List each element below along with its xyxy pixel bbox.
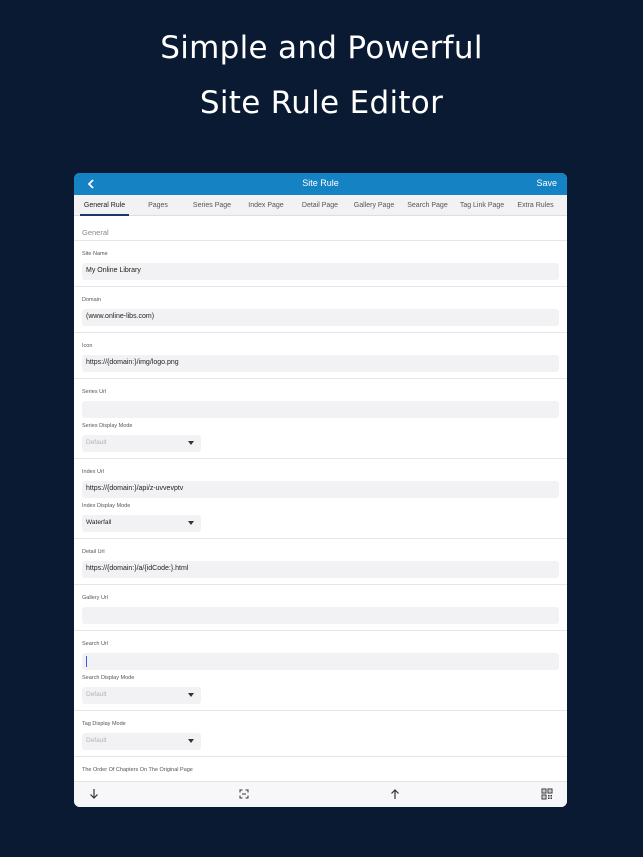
chapter-order-label: The Order Of Chapters On The Original Page xyxy=(82,767,193,773)
tab-bar xyxy=(74,195,567,216)
search-display-mode-value: Default xyxy=(86,691,107,698)
tab-gallery-page[interactable]: Gallery Page xyxy=(353,202,395,209)
scan-frame-icon xyxy=(237,787,251,801)
index-url-field[interactable] xyxy=(82,481,559,498)
form-content xyxy=(74,216,567,781)
divider xyxy=(74,458,567,459)
gallery-url-label: Gallery Url xyxy=(82,595,108,601)
index-url-value: https://{domain:}/api/z-uvvevptv xyxy=(86,485,184,492)
divider xyxy=(74,538,567,539)
tab-series-page[interactable]: Series Page xyxy=(192,202,232,209)
divider xyxy=(74,584,567,585)
site-name-field[interactable] xyxy=(82,263,559,280)
tab-tag-link-page[interactable]: Tag Link Page xyxy=(459,202,505,209)
site-name-label: Site Name xyxy=(82,251,108,257)
tab-detail-page[interactable]: Detail Page xyxy=(301,202,339,209)
headline-line-2: Site Rule Editor xyxy=(199,85,444,121)
domain-field[interactable] xyxy=(82,309,559,326)
navigation-bar xyxy=(74,173,567,195)
qr-code-icon xyxy=(540,787,554,801)
scroll-up-button[interactable] xyxy=(388,787,402,801)
divider xyxy=(74,378,567,379)
qr-code-button[interactable] xyxy=(540,787,554,801)
arrow-down-icon xyxy=(87,787,101,801)
series-url-field[interactable] xyxy=(82,401,559,418)
page-title: Site Rule xyxy=(302,178,339,188)
search-display-mode-select[interactable] xyxy=(82,687,201,704)
tab-extra-rules[interactable]: Extra Rules xyxy=(517,202,554,209)
chevron-down-icon xyxy=(188,739,194,743)
tab-search-page[interactable]: Search Page xyxy=(407,202,448,209)
gallery-url-field[interactable] xyxy=(82,607,559,624)
divider xyxy=(74,710,567,711)
search-url-label: Search Url xyxy=(82,641,108,647)
icon-label: Icon xyxy=(82,343,93,349)
domain-value: (www.online-libs.com) xyxy=(86,313,155,320)
bottom-toolbar xyxy=(74,781,567,807)
chevron-down-icon xyxy=(188,441,194,445)
tag-display-mode-select[interactable] xyxy=(82,733,201,750)
back-button[interactable] xyxy=(84,176,98,192)
save-button[interactable]: Save xyxy=(536,178,557,188)
headline-line-1: Simple and Powerful xyxy=(160,30,483,66)
icon-url-field[interactable] xyxy=(82,355,559,372)
index-url-label: Index Url xyxy=(82,469,105,475)
site-name-value: My Online Library xyxy=(86,267,141,274)
chevron-left-icon xyxy=(84,176,98,192)
index-display-mode-select[interactable] xyxy=(82,515,201,532)
scroll-down-button[interactable] xyxy=(87,787,101,801)
index-display-mode-label: Index Display Mode xyxy=(82,503,131,509)
series-display-mode-value: Default xyxy=(86,439,107,446)
detail-url-field[interactable] xyxy=(82,561,559,578)
series-display-mode-label: Series Display Mode xyxy=(82,423,133,429)
divider xyxy=(74,332,567,333)
icon-url-value: https://{domain:}/img/logo.png xyxy=(86,359,179,366)
text-cursor xyxy=(86,656,87,667)
tag-display-mode-label: Tag Display Mode xyxy=(82,721,126,727)
arrow-up-icon xyxy=(388,787,402,801)
search-url-field[interactable] xyxy=(82,653,559,670)
tab-index-page[interactable]: Index Page xyxy=(248,202,284,209)
divider xyxy=(74,240,567,241)
divider xyxy=(74,630,567,631)
divider xyxy=(74,286,567,287)
tag-display-mode-value: Default xyxy=(86,737,107,744)
device-screen xyxy=(74,173,567,807)
chevron-down-icon xyxy=(188,693,194,697)
series-url-label: Series Url xyxy=(82,389,107,395)
detail-url-value: https://{domain:}/a/{idCode:}.html xyxy=(86,565,189,572)
divider xyxy=(74,756,567,757)
tab-pages[interactable]: Pages xyxy=(148,202,168,209)
chevron-down-icon xyxy=(188,521,194,525)
detail-url-label: Detail Url xyxy=(82,549,105,555)
domain-label: Domain xyxy=(82,297,101,303)
section-title-general: General xyxy=(82,228,109,237)
scan-button[interactable] xyxy=(237,787,251,801)
series-display-mode-select[interactable] xyxy=(82,435,201,452)
index-display-mode-value: Waterfall xyxy=(86,519,112,526)
search-display-mode-label: Search Display Mode xyxy=(82,675,135,681)
tab-general-rule[interactable]: General Rule xyxy=(80,195,129,216)
